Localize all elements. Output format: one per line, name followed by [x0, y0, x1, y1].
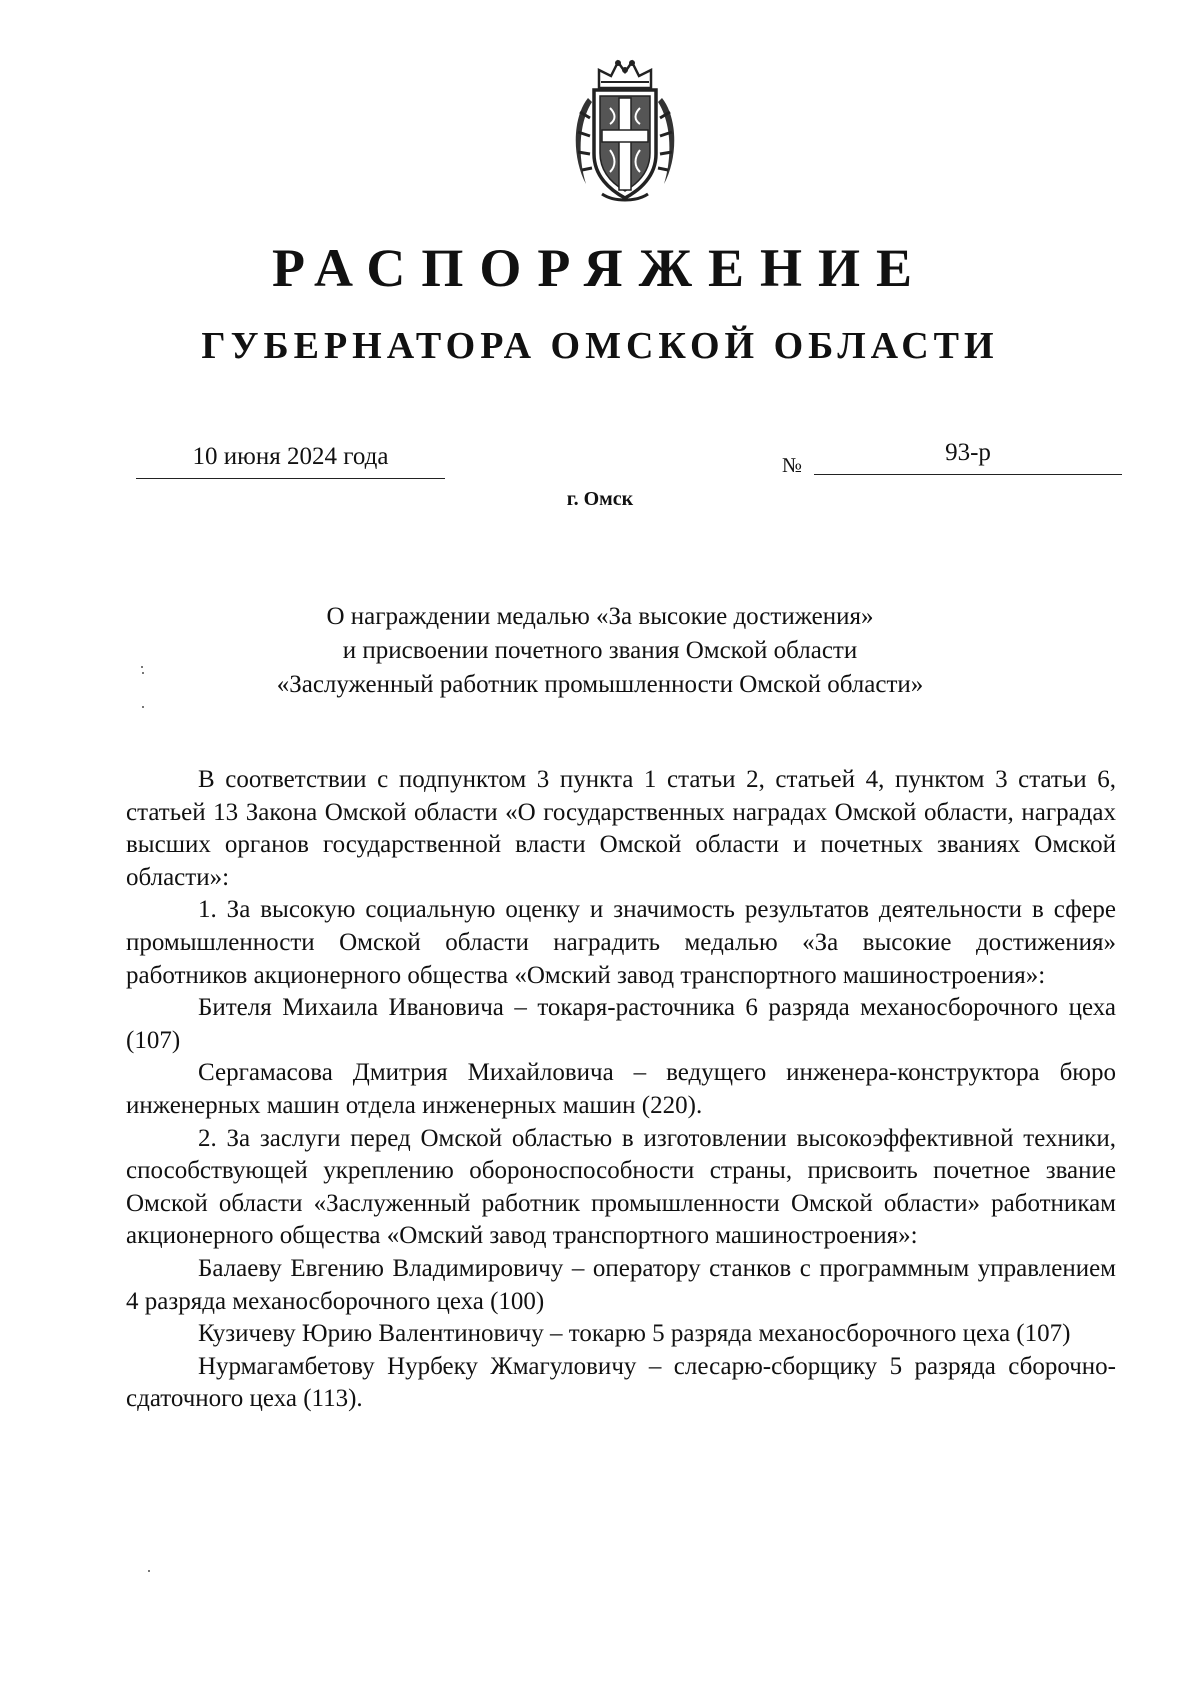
scan-speck — [142, 672, 144, 674]
document-date: 10 июня 2024 года — [136, 442, 445, 479]
body-paragraph: 1. За высокую социальную оценку и значимость результатов деятельности в сфере промышленности Омской области наградить медалью «За высокие достижения» работников акционерного общества «Омский завод транспортного машиностроения»: — [126, 896, 1116, 989]
scan-speck — [148, 1570, 150, 1572]
number-label: № — [782, 453, 803, 477]
body-paragraph: Кузичеву Юрию Валентиновичу – токарю 5 разряда механосборочного цеха (107) — [198, 1320, 1071, 1348]
scan-speck — [142, 706, 144, 708]
scan-speck — [141, 666, 143, 668]
subject-line: «Заслуженный работник промышленности Омской области» — [276, 671, 924, 698]
subject-line: и присвоении почетного звания Омской области — [342, 637, 858, 664]
body-paragraph: Нурмагамбетову Нурбеку Жмагуловичу – слесарю-сборщику 5 разряда сборочно-сдаточного цеха (113). — [126, 1352, 1116, 1413]
document-subject — [0, 600, 1200, 702]
body-paragraph: Сергамасова Дмитрия Михайловича – ведущего инженера-конструктора бюро инженерных машин отдела инженерных машин (220). — [126, 1059, 1116, 1119]
document-body — [126, 764, 1116, 1416]
document-city: г. Омск — [566, 488, 634, 510]
body-paragraph: Балаеву Евгению Владимировичу – оператору станков с программным управлением 4 разряда механосборочного цеха (100) — [126, 1254, 1116, 1315]
body-paragraph: Бителя Михаила Ивановича – токаря-расточника 6 разряда механосборочного цеха (107) — [126, 994, 1116, 1054]
document-issuer: ГУБЕРНАТОРА ОМСКОЙ ОБЛАСТИ — [201, 325, 999, 367]
document-title: РАСПОРЯЖЕНИЕ — [271, 238, 929, 298]
coat-of-arms-icon — [566, 58, 684, 204]
subject-line: О награждении медалью «За высокие достижения» — [326, 603, 874, 630]
body-paragraph: В соответствии с подпунктом 3 пункта 1 статьи 2, статьей 4, пунктом 3 статьи 6, статьей 13 Закона Омской области «О государственных наградах Омской области, наградах высших органов государственной власти Омской области и почетных званиях Омской области»: — [126, 766, 1116, 891]
body-paragraph: 2. За заслуги перед Омской областью в изготовлении высокоэффективной техники, способствующей укреплению обороноспособности страны, присвоить почетное звание Омской области «Заслуженный работник промышленности Омской области» работникам акционерного общества «Омский завод транспортного машиностроения»: — [126, 1124, 1116, 1250]
document-number: 93-р — [814, 438, 1122, 475]
